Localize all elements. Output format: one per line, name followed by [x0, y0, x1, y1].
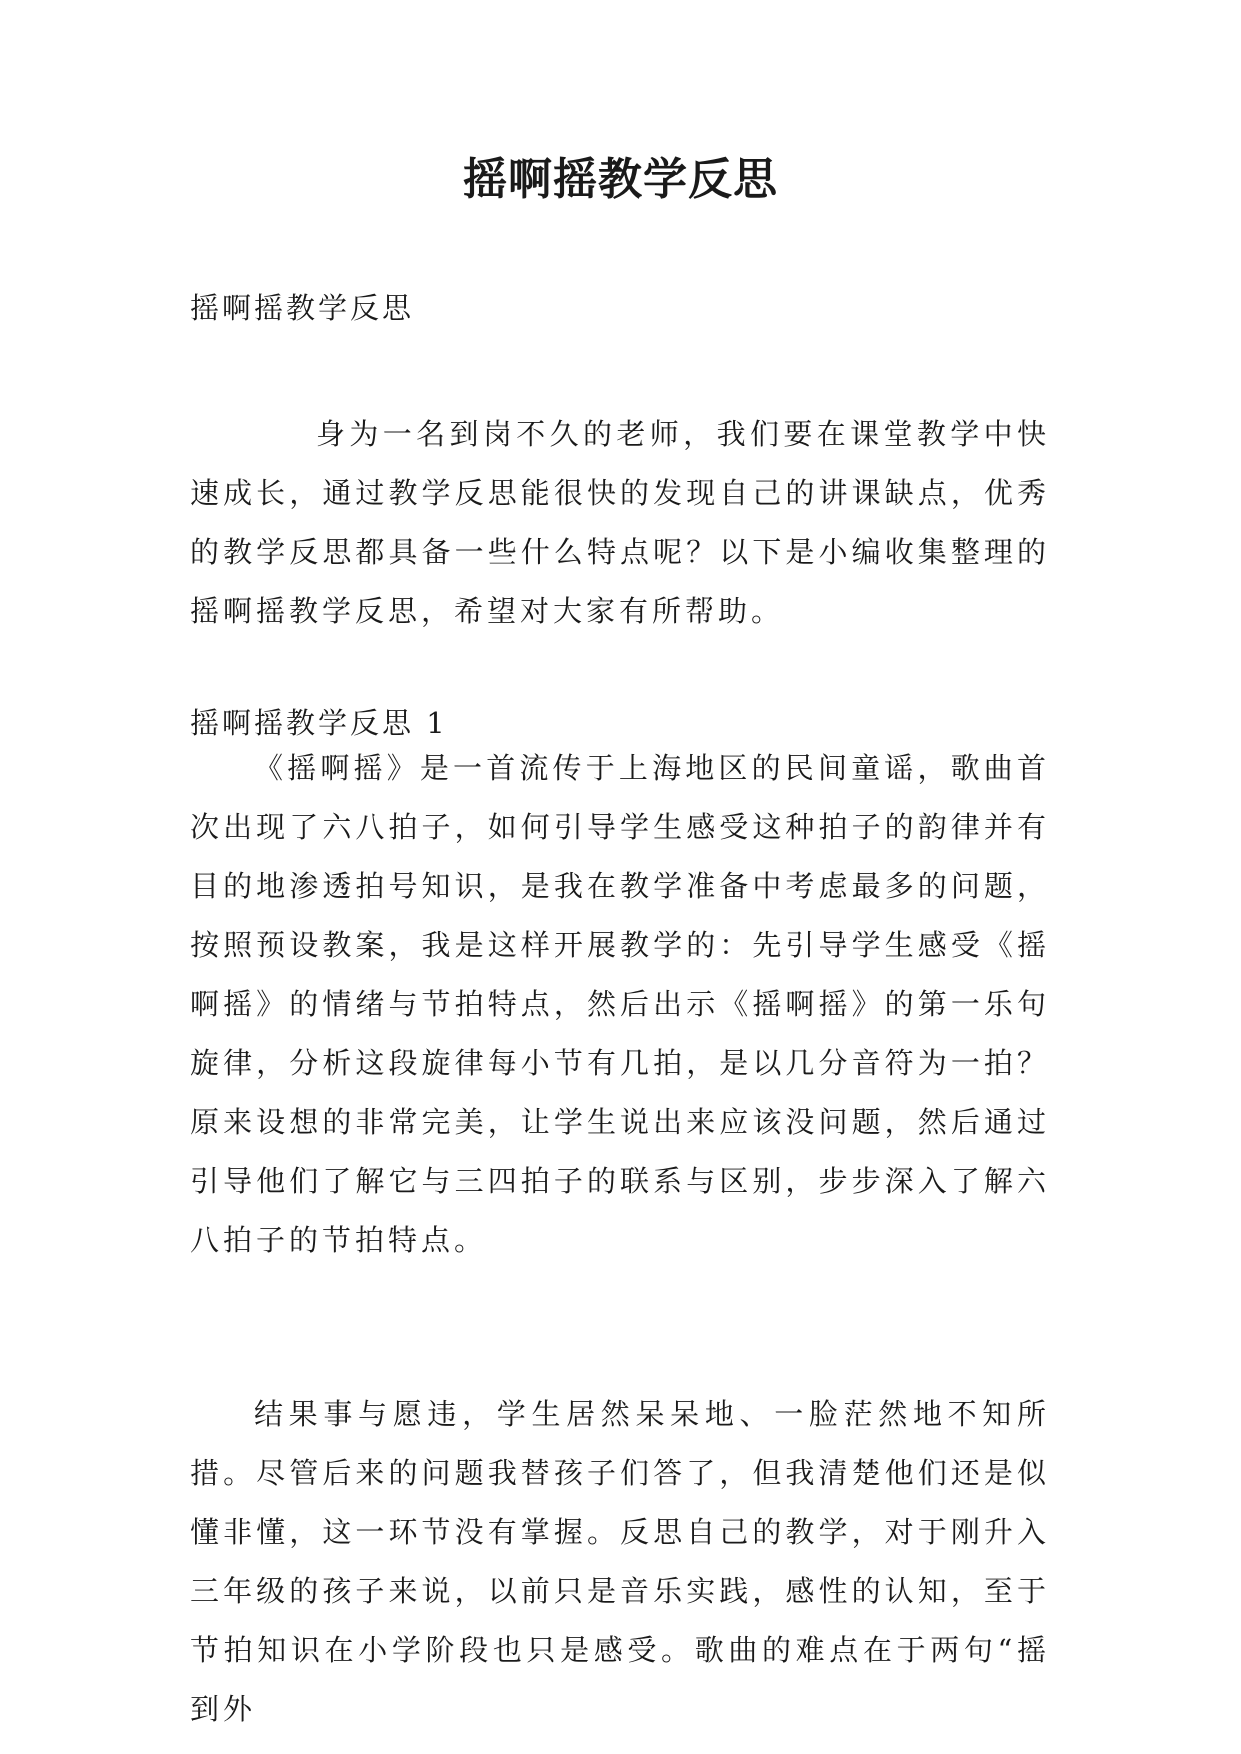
intro-paragraph: 身为一名到岗不久的老师，我们要在课堂教学中快速成长，通过教学反思能很快的发现自己的讲课缺点，优秀的教学反思都具备一些什么特点呢？以下是小编收集整理的摇啊摇教学反思，希望对大家有所帮助。 — [190, 417, 1050, 628]
document-subtitle: 摇啊摇教学反思 — [190, 291, 415, 325]
section-heading: 摇啊摇教学反思 1 — [190, 706, 448, 740]
body-paragraph-1: 《摇啊摇》是一首流传于上海地区的民间童谣，歌曲首次出现了六八拍子，如何引导学生感受这种拍子的韵律并有目的地渗透拍号知识，是我在教学准备中考虑最多的问题，按照预设教案，我是这样开展教学的：先引导学生感受《摇啊摇》的情绪与节拍特点，然后出示《摇啊摇》的第一乐句旋律，分析这段旋律每小节有几拍，是以几分音符为一拍？原来设想的非常完美，让学生说出来应该没问题，然后通过引导他们了解它与三四拍子的联系与区别，步步深入了解六八拍子的节拍特点。 — [190, 751, 1050, 1257]
body-paragraph-2: 结果事与愿违，学生居然呆呆地、一脸茫然地不知所措。尽管后来的问题我替孩子们答了，但我清楚他们还是似懂非懂，这一环节没有掌握。反思自己的教学，对于刚升入三年级的孩子来说，以前只是音乐实践，感性的认知，至于节拍知识在小学阶段也只是感受。歌曲的难点在于两句“摇到外 — [190, 1397, 1050, 1726]
document-title: 摇啊摇教学反思 — [463, 154, 778, 205]
